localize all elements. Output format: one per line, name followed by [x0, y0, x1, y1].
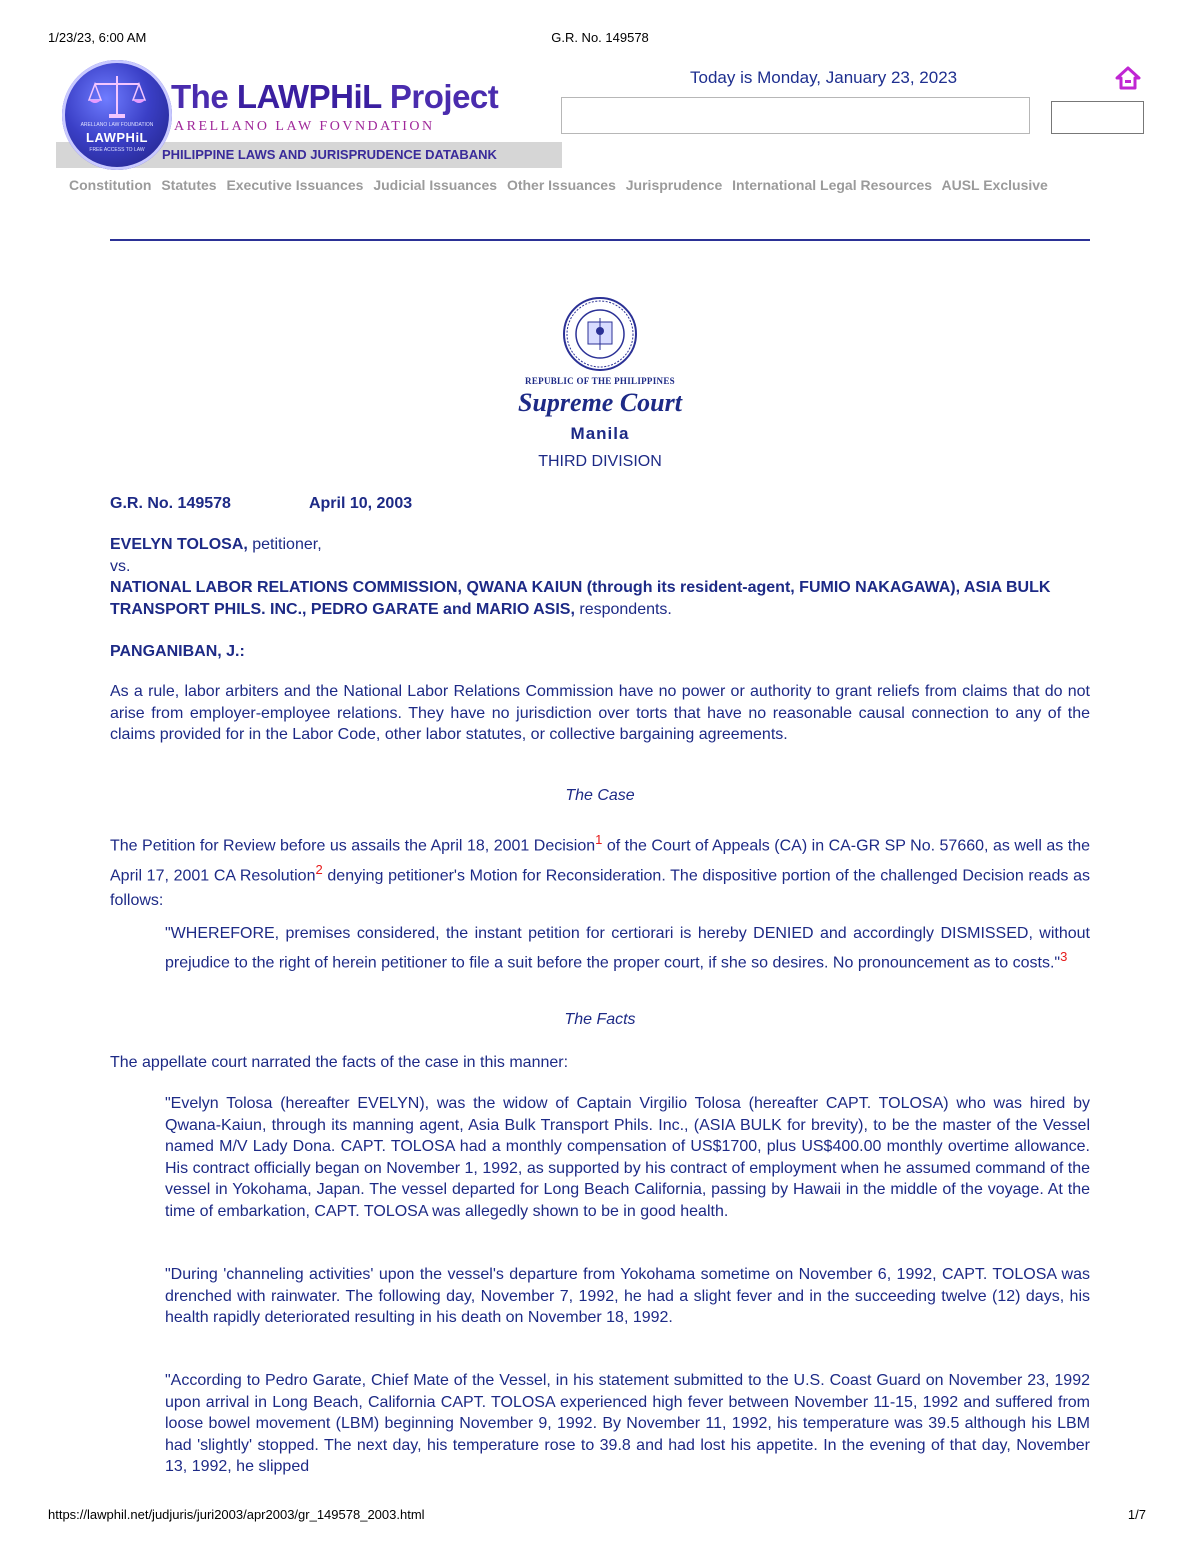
site-subtitle: ARELLANO LAW FOVNDATION [174, 119, 435, 134]
footnote-2-link[interactable]: 2 [315, 862, 323, 878]
case-text-b: of the Court of Appeals (CA) in CA-GR SP No. 57660, as well as the April 17, 2001 CA Resolution [110, 837, 1091, 885]
facts-intro-text: The appellate court narrated the facts of the case in this manner: [110, 1054, 569, 1071]
lawphil-logo[interactable] [62, 60, 172, 170]
site-title-suffix: Project [381, 78, 499, 115]
versus: vs. [110, 557, 131, 575]
heading-the-facts: The Facts [564, 1011, 636, 1028]
print-header [48, 30, 1152, 50]
respondents-role: respondents. [574, 600, 672, 618]
site-title-prefix: The [171, 78, 237, 115]
facts-quote-1-text: "Evelyn Tolosa (hereafter EVELYN), was the widow of Captain Virgilio Tolosa (hereafter CAPT. TOLOSA) who was hired by Qwana-Kaiun, through its manning agent, Asia Bulk Transport Phils. Inc., (ASIA BULK for brevity), to be the master of the Vessel named M/V Lady Dona. CAPT. TOLOSA had a monthly compensation of US$1700, plus US$400.00 monthly overtime allowance. His contract officially began on November 1, 1992, as supported by his contract of employment when he assumed command of the vessel in Yokohama, Japan. The vessel departed for Long Beach California, passing by Hawaii in the middle of the voyage. At the time of embarkation, CAPT. TOLOSA was allegedly shown to be in good health. [165, 1095, 1090, 1220]
supreme-court-seal-icon [562, 296, 638, 372]
intro-paragraph [110, 681, 1090, 746]
site-title-main: LAWPHiL [236, 78, 382, 115]
print-page-number: 1/7 [1127, 1507, 1146, 1522]
databank-label: PHILIPPINE LAWS AND JURISPRUDENCE DATABANK [162, 147, 497, 162]
case-paragraph [110, 828, 1090, 913]
print-datetime: 1/23/23, 6:00 AM [48, 30, 147, 45]
respondents-names: NATIONAL LABOR RELATIONS COMMISSION, QWANA KAIUN (through its resident-agent, FUMIO NAKAGAWA), ASIA BULK TRANSPORT PHILS. INC., PEDRO GARATE and MARIO ASIS, [110, 579, 1051, 618]
logo-text: LAWPHiL [86, 130, 148, 145]
dispositive-quote [165, 922, 1090, 974]
logo-tagline: FREE ACCESS TO LAW [89, 147, 145, 153]
gr-number: G.R. No. 149578 [110, 495, 231, 512]
facts-quote-3 [165, 1370, 1090, 1478]
scales-of-justice-icon [87, 72, 147, 120]
footnote-3-link[interactable]: 3 [1060, 949, 1068, 964]
print-url: https://lawphil.net/judjuris/juri2003/apr2003/gr_149578_2003.html [48, 1507, 425, 1522]
decision-date: April 10, 2003 [308, 495, 413, 512]
heading-the-case: The Case [565, 787, 635, 804]
nav-executive-issuances[interactable]: Executive Issuances [226, 177, 364, 193]
facts-quote-3-text: "According to Pedro Garate, Chief Mate of the Vessel, in his statement submitted to the U.S. Coast Guard on November 23, 1992 upon arrival in Long Beach, California CAPT. TOLOSA experienced high fever between November 11-15, 1992 and suffered from loose bowel movement (LBM) beginning November 9, 1992. By November 11, 1992, his temperature was 39.5 although his LBM had 'slightly' stopped. The next day, his temperature rose to 39.8 and had lost his appetite. In the evening of that day, November 13, 1992, he slipped [165, 1372, 1090, 1475]
home-icon[interactable] [1115, 66, 1141, 90]
petitioner-name: EVELYN TOLOSA, [110, 536, 248, 553]
lawphil-banner[interactable] [56, 56, 562, 172]
nav-other-issuances[interactable]: Other Issuances [506, 177, 616, 193]
print-footer [48, 1507, 1146, 1527]
search-button[interactable] [1051, 101, 1144, 134]
court-name: Supreme Court [518, 388, 682, 417]
facts-quote-2-text: "During 'channeling activities' upon the vessel's departure from Yokohama sometime on November 6, 1992, CAPT. TOLOSA was drenched with rainwater. The following day, November 7, 1992, he had a slight fever and in the succeeding twelve (12) days, his health rapidly deteriorated resulting in his death on November 18, 1992. [165, 1266, 1090, 1326]
case-number-line [110, 493, 1090, 515]
footnote-1-link[interactable]: 1 [595, 832, 603, 847]
republic-label: REPUBLIC OF THE PHILIPPINES [525, 376, 675, 386]
intro-text: As a rule, labor arbiters and the National Labor Relations Commission have no power or authority to grant reliefs from claims that do not arise from employer-employee relations. They have no jurisdiction over torts that have no reasonable causal connection to any of the claims provided for in the Labor Code, other labor statutes, or collective bargaining agreements. [110, 683, 1090, 743]
facts-quote-1 [165, 1093, 1090, 1222]
main-nav [69, 177, 1054, 193]
nav-jurisprudence[interactable]: Jurisprudence [625, 177, 723, 193]
nav-judicial-issuances[interactable]: Judicial Issuances [373, 177, 498, 193]
ponente: PANGANIBAN, J.: [110, 643, 245, 660]
nav-statutes[interactable]: Statutes [161, 177, 217, 193]
dispositive-text: "WHEREFORE, premises considered, the instant petition for certiorari is hereby DENIED and accordingly DISMISSED, without prejudice to the right of herein petitioner to file a suit before the proper court, if she so desires. No pronouncement as to costs." [165, 925, 1090, 972]
print-doc-title: G.R. No. 149578 [551, 30, 649, 45]
facts-quote-2 [165, 1264, 1090, 1329]
site-title [171, 78, 498, 116]
court-city: Manila [570, 424, 630, 443]
logo-sub: ARELLANO LAW FOUNDATION [80, 122, 154, 128]
nav-international-legal-resources[interactable]: International Legal Resources [732, 177, 933, 193]
today-date: Today is Monday, January 23, 2023 [690, 68, 958, 87]
case-text-a: The Petition for Review before us assails the April 18, 2001 Decision [110, 837, 596, 855]
case-parties [110, 534, 1090, 620]
nav-ausl-exclusive[interactable]: AUSL Exclusive [941, 177, 1048, 193]
petitioner-role: petitioner, [247, 536, 322, 553]
search-input[interactable] [561, 97, 1030, 134]
nav-constitution[interactable]: Constitution [69, 177, 152, 193]
case-text-c: denying petitioner's Motion for Reconsideration. The dispositive portion of the challenged Decision reads as follows: [110, 867, 1090, 909]
court-division: THIRD DIVISION [538, 453, 662, 470]
facts-intro [110, 1052, 1090, 1074]
header-divider [110, 239, 1090, 241]
